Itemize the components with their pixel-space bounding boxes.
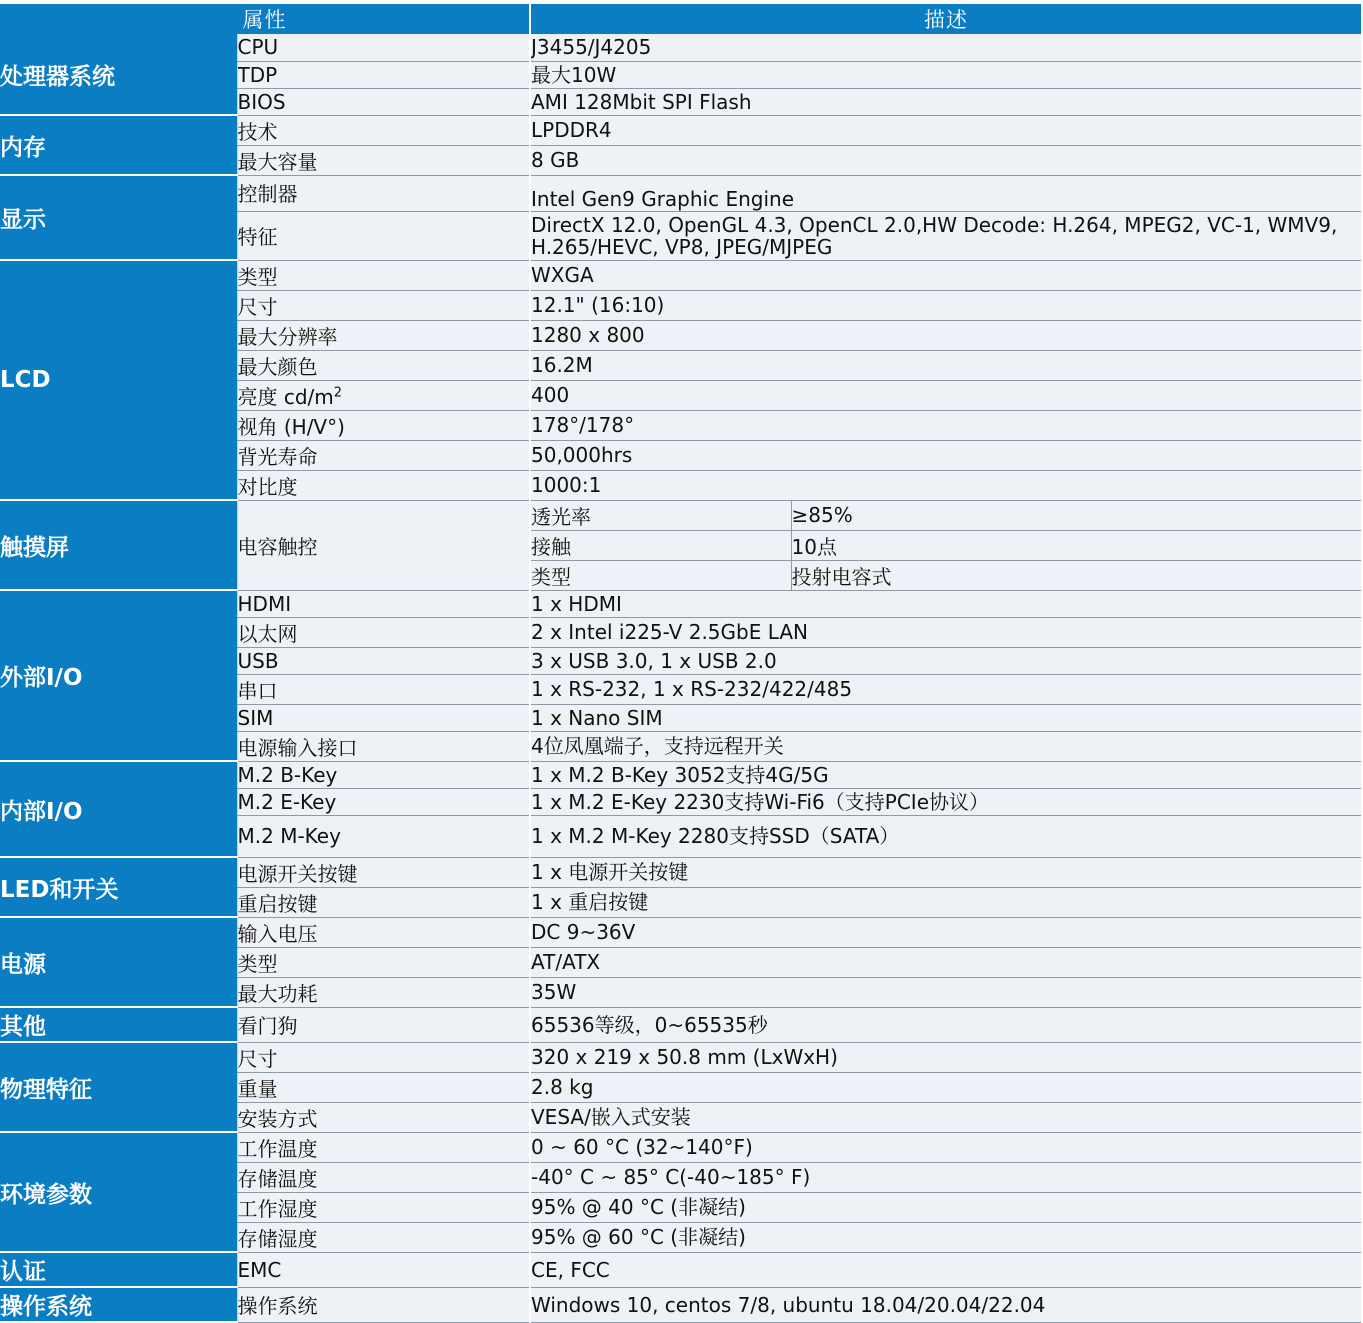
category-cell: 内存: [0, 115, 237, 175]
attribute-value: 12.1" (16:10): [530, 290, 1361, 320]
header-row: [0, 4, 1361, 34]
attribute-value: VESA/嵌入式安装: [530, 1102, 1361, 1132]
attribute-value: 4位凤凰端子，支持远程开关: [530, 731, 1361, 761]
attribute-name: 串口: [237, 674, 530, 704]
attribute-name: 尺寸: [237, 290, 530, 320]
attribute-value: [530, 211, 1361, 260]
attribute-name: 看门狗: [237, 1007, 530, 1042]
attribute-value: 2 x Intel i225-V 2.5GbE LAN: [530, 617, 1361, 647]
table-row: [0, 1042, 1361, 1072]
attribute-name: 操作系统: [237, 1287, 530, 1322]
attribute-value: 1 x Nano SIM: [530, 704, 1361, 731]
table-row: [0, 857, 1361, 887]
attribute-name: 工作湿度: [237, 1192, 530, 1222]
value-line: DirectX 12.0, OpenGL 4.3, OpenCL 2.0,HW Decode: H.264, MPEG2, VC-1, WMV9,: [531, 212, 1338, 237]
attribute-value: 1 x M.2 M-Key 2280支持SSD（SATA）: [530, 815, 1361, 857]
attribute-value: 1 x 电源开关按键: [530, 857, 1361, 887]
attribute-name: M.2 M-Key: [237, 815, 530, 857]
table-row: [0, 115, 1361, 145]
attribute-name: 最大颜色: [237, 350, 530, 380]
table-row: [0, 761, 1361, 788]
attribute-value: 1 x M.2 E-Key 2230支持Wi-Fi6（支持PCIe协议）: [530, 788, 1361, 815]
attribute-value: 8 GB: [530, 145, 1361, 175]
attribute-name: M.2 B-Key: [237, 761, 530, 788]
attribute-name: 电源输入接口: [237, 731, 530, 761]
attribute-name: 尺寸: [237, 1042, 530, 1072]
attribute-name: 特征: [237, 211, 530, 260]
attribute-name: 背光寿命: [237, 440, 530, 470]
attribute-name: 类型: [237, 260, 530, 290]
attribute-value: LPDDR4: [530, 115, 1361, 145]
header-description: 描述: [530, 4, 1361, 34]
table-row: [0, 917, 1361, 947]
category-cell: 电源: [0, 917, 237, 1007]
table-row: [0, 1287, 1361, 1322]
attribute-name: 输入电压: [237, 917, 530, 947]
attribute-value: AT/ATX: [530, 947, 1361, 977]
table-row: [0, 590, 1361, 617]
attribute-name: 控制器: [237, 175, 530, 211]
category-cell: 认证: [0, 1252, 237, 1287]
attribute-value: AMI 128Mbit SPI Flash: [530, 88, 1361, 115]
sub-attribute-value: 投射电容式: [791, 560, 1361, 590]
attribute-name: EMC: [237, 1252, 530, 1287]
attribute-name: 对比度: [237, 470, 530, 500]
attribute-name: 最大容量: [237, 145, 530, 175]
category-cell: 处理器系统: [0, 34, 237, 115]
attribute-value: 16.2M: [530, 350, 1361, 380]
sub-attribute-value: 10点: [791, 530, 1361, 560]
category-cell: 外部I/O: [0, 590, 237, 761]
attribute-name: 存储湿度: [237, 1222, 530, 1252]
attribute-name: 重启按键: [237, 887, 530, 917]
attribute-name: 最大功耗: [237, 977, 530, 1007]
attribute-value: 178°/178°: [530, 410, 1361, 440]
attribute-value: 2.8 kg: [530, 1072, 1361, 1102]
attribute-value: DC 9~36V: [530, 917, 1361, 947]
sub-attribute-name: 类型: [530, 560, 791, 590]
attribute-value: 1280 x 800: [530, 320, 1361, 350]
sub-attribute-value: ≥85%: [791, 500, 1361, 530]
sub-attribute-name: 透光率: [530, 500, 791, 530]
table-row: [0, 175, 1361, 211]
attribute-name: CPU: [237, 34, 530, 61]
attribute-value: J3455/J4205: [530, 34, 1361, 61]
attribute-value: 3 x USB 3.0, 1 x USB 2.0: [530, 647, 1361, 674]
attribute-name: 安装方式: [237, 1102, 530, 1132]
category-cell: 触摸屏: [0, 500, 237, 590]
category-cell: LED和开关: [0, 857, 237, 917]
value-line: H.265/HEVC, VP8, JPEG/MJPEG: [531, 234, 833, 259]
attribute-name: 最大分辨率: [237, 320, 530, 350]
attribute-name: 存储温度: [237, 1162, 530, 1192]
attribute-name: 以太网: [237, 617, 530, 647]
attribute-name: 视角 (H/V°): [237, 410, 530, 440]
attribute-name: 重量: [237, 1072, 530, 1102]
attribute-value: 400: [530, 380, 1361, 410]
superscript: 2: [333, 384, 343, 400]
attribute-value: WXGA: [530, 260, 1361, 290]
category-cell: 操作系统: [0, 1287, 237, 1322]
attribute-name: 电容触控: [237, 500, 530, 590]
attribute-value: 1 x RS-232, 1 x RS-232/422/485: [530, 674, 1361, 704]
table-row: [0, 500, 1361, 530]
attribute-value: 1 x 重启按键: [530, 887, 1361, 917]
attribute-name: TDP: [237, 61, 530, 88]
attribute-name: M.2 E-Key: [237, 788, 530, 815]
table-row: [0, 1252, 1361, 1287]
attribute-name: 技术: [237, 115, 530, 145]
table-row: [0, 34, 1361, 61]
attribute-name: SIM: [237, 704, 530, 731]
attribute-value: 最大10W: [530, 61, 1361, 88]
attribute-value: -40° C ~ 85° C(-40~185° F): [530, 1162, 1361, 1192]
attribute-value: 95% @ 40 °C (非凝结): [530, 1192, 1361, 1222]
category-cell: 物理特征: [0, 1042, 237, 1132]
category-cell: 环境参数: [0, 1132, 237, 1252]
attribute-name: [237, 380, 530, 410]
sub-attribute-name: 接触: [530, 530, 791, 560]
category-cell: 内部I/O: [0, 761, 237, 857]
attribute-value: 35W: [530, 977, 1361, 1007]
attribute-name: 工作温度: [237, 1132, 530, 1162]
attribute-name-text: 亮度 cd/m: [237, 384, 334, 409]
attribute-value: 50,000hrs: [530, 440, 1361, 470]
attribute-value: Windows 10, centos 7/8, ubuntu 18.04/20.04/22.04: [530, 1287, 1361, 1322]
attribute-value: 1000:1: [530, 470, 1361, 500]
attribute-name: BIOS: [237, 88, 530, 115]
attribute-value: 65536等级，0~65535秒: [530, 1007, 1361, 1042]
table-row: [0, 260, 1361, 290]
attribute-value: 95% @ 60 °C (非凝结): [530, 1222, 1361, 1252]
header-attribute: 属性: [0, 4, 530, 34]
table-row: [0, 1007, 1361, 1042]
attribute-value: 1 x HDMI: [530, 590, 1361, 617]
table-row: [0, 1132, 1361, 1162]
attribute-name: USB: [237, 647, 530, 674]
attribute-name: HDMI: [237, 590, 530, 617]
spec-table: [0, 4, 1361, 1323]
attribute-value: 0 ~ 60 °C (32~140°F): [530, 1132, 1361, 1162]
category-cell: 其他: [0, 1007, 237, 1042]
category-cell: LCD: [0, 260, 237, 500]
attribute-value: CE, FCC: [530, 1252, 1361, 1287]
attribute-name: 电源开关按键: [237, 857, 530, 887]
attribute-value: 320 x 219 x 50.8 mm (LxWxH): [530, 1042, 1361, 1072]
attribute-name: 类型: [237, 947, 530, 977]
category-cell: 显示: [0, 175, 237, 260]
attribute-value: Intel Gen9 Graphic Engine: [530, 175, 1361, 211]
attribute-value: 1 x M.2 B-Key 3052支持4G/5G: [530, 761, 1361, 788]
